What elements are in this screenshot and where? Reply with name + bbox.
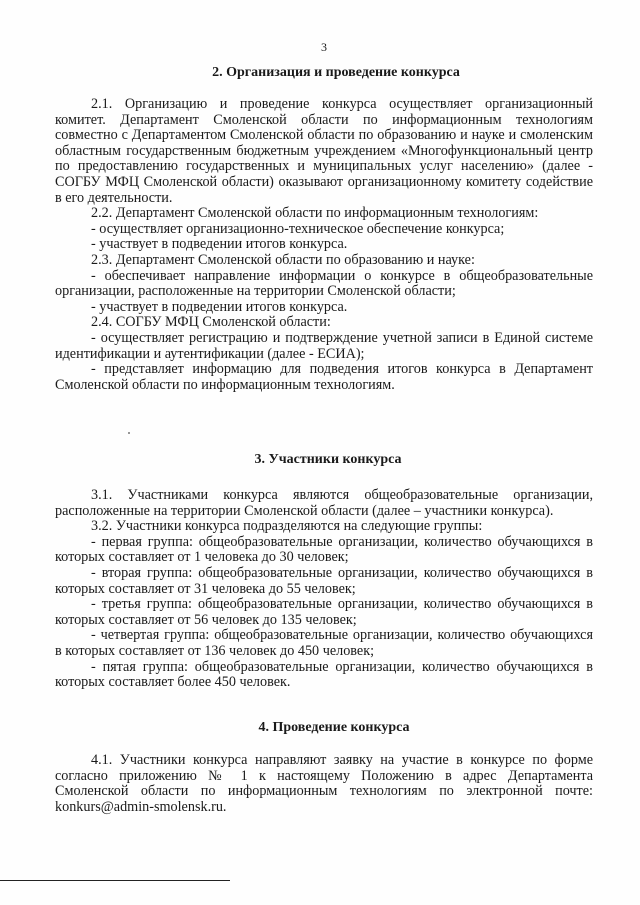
footnote-rule	[0, 880, 230, 881]
scan-speck	[128, 432, 130, 434]
list-item: - представляет информацию для подведения итогов конкурса в Департамент Смоленской области по информационным технологиям.	[55, 361, 593, 393]
paragraph-2-4: 2.4. СОГБУ МФЦ Смоленской области:	[91, 314, 331, 331]
list-item: - третья группа: общеобразовательные организации, количество обучающихся в которых составляет от 56 человек до 135 человек;	[55, 596, 593, 628]
list-item: - участвует в подведении итогов конкурса.	[91, 298, 348, 315]
section-3-body	[55, 488, 593, 691]
list-item: - осуществляет организационно-техническое обеспечение конкурса;	[91, 220, 505, 237]
paragraph-4-1: 4.1. Участники конкурса направляют заявку на участие в конкурсе по форме согласно приложению № 1 к настоящему Положению в адрес Департамента Смоленской области по информационным технологиям по электронной почте: konkurs@admin-smolensk.ru.	[55, 752, 593, 815]
list-item: - участвует в подведении итогов конкурса.	[91, 236, 348, 253]
section-4-body	[55, 753, 593, 815]
list-item: - пятая группа: общеобразовательные организации, количество обучающихся в которых составляет более 450 человек.	[55, 658, 593, 691]
section-2-heading: 2. Организация и проведение конкурса	[212, 65, 460, 80]
list-item: - вторая группа: общеобразовательные организации, количество обучающихся в которых составляет от 31 человека до 55 человек;	[55, 564, 593, 597]
paragraph-3-1: 3.1. Участниками конкурса являются общеобразовательные организации, расположенные на территории Смоленской области (далее – участники конкурса).	[55, 487, 593, 519]
section-2-body	[55, 97, 593, 393]
paragraph-2-3: 2.3. Департамент Смоленской области по образованию и науке:	[91, 251, 475, 268]
paragraph-2-1: 2.1. Организацию и проведение конкурса осуществляет организационный комитет. Департамент Смоленской области по информационным технологиям совместно с Департаментом Смоленской области по образованию и науке и смоленским областным государственным бюджетным учреждением «Многофункциональный центр по предоставлению государственных и муниципальных услуг населению» (далее - СОГБУ МФЦ Смоленской области) оказывают организационному комитету содействие в его деятельности.	[55, 96, 593, 206]
list-item: - осуществляет регистрацию и подтверждение учетной записи в Единой системе идентификации и аутентификации (далее - ЕСИА);	[55, 329, 593, 362]
list-item: - обеспечивает направление информации о конкурсе в общеобразовательные организации, расположенные на территории Смоленской области;	[55, 267, 593, 300]
section-3-heading: 3. Участники конкурса	[254, 452, 402, 467]
list-item: - первая группа: общеобразовательные организации, количество обучающихся в которых составляет от 1 человека до 30 человек;	[55, 533, 593, 566]
paragraph-2-2: 2.2. Департамент Смоленской области по информационным технологиям:	[91, 205, 539, 222]
page-number: 3	[321, 40, 327, 54]
section-4-heading: 4. Проведение конкурса	[258, 720, 410, 735]
list-item: - четвертая группа: общеобразовательные организации, количество обучающихся в которых составляет от 136 человек до 450 человек;	[55, 627, 593, 659]
paragraph-3-2: 3.2. Участники конкурса подразделяются на следующие группы:	[91, 518, 483, 535]
